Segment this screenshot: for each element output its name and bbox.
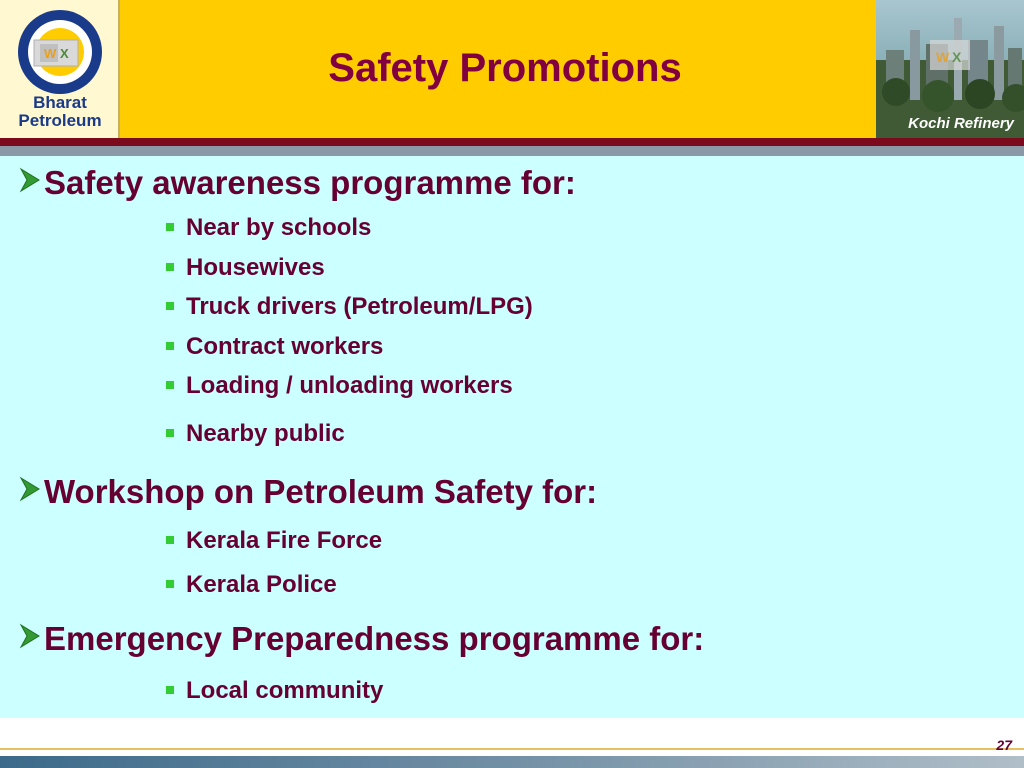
main-bullet-safety-awareness (18, 164, 576, 202)
main-bullet-workshop (18, 473, 597, 511)
square-bullet-icon (166, 580, 174, 588)
list-item (166, 372, 513, 400)
svg-text:W: W (44, 46, 57, 61)
logo-emblem-icon (0, 0, 120, 100)
list-item (166, 677, 383, 705)
square-bullet-icon (166, 223, 174, 231)
page-number: 27 (996, 737, 1012, 753)
main-bullet-text: Workshop on Petroleum Safety for: (44, 473, 598, 510)
svg-text:X: X (60, 46, 69, 61)
svg-text:X: X (952, 49, 962, 65)
logo-line-1: Bharat (33, 93, 87, 112)
square-bullet-icon (166, 536, 174, 544)
list-item-text: Contract workers (186, 333, 384, 360)
list-item (166, 214, 371, 242)
list-item (166, 571, 337, 599)
header-divider-gray (0, 146, 1024, 156)
list-item (166, 527, 382, 555)
main-bullet-text: Emergency Preparedness programme for: (44, 620, 705, 657)
slide-header (0, 0, 1024, 138)
list-item (166, 333, 383, 361)
arrow-bullet-icon (18, 163, 44, 201)
photo-caption: Kochi Refinery (908, 115, 1014, 132)
list-item-text: Kerala Fire Force (186, 527, 383, 554)
logo-line-2: Petroleum (18, 111, 102, 130)
arrow-bullet-icon (18, 619, 44, 657)
list-item (166, 420, 345, 448)
header-divider-dark (0, 138, 1024, 146)
bharat-petroleum-logo (0, 0, 120, 138)
list-item-text: Local community (186, 677, 384, 704)
list-item-text: Housewives (186, 254, 325, 281)
logo-text (0, 94, 120, 130)
list-item-text: Loading / unloading workers (186, 372, 513, 399)
square-bullet-icon (166, 429, 174, 437)
square-bullet-icon (166, 381, 174, 389)
list-item-text: Near by schools (186, 214, 372, 241)
square-bullet-icon (166, 263, 174, 271)
square-bullet-icon (166, 302, 174, 310)
square-bullet-icon (166, 686, 174, 694)
square-bullet-icon (166, 342, 174, 350)
svg-text:W: W (936, 49, 950, 65)
main-bullet-text: Safety awareness programme for: (44, 164, 576, 201)
list-item (166, 293, 533, 321)
list-item-text: Truck drivers (Petroleum/LPG) (186, 293, 533, 320)
footer-bar (0, 756, 1024, 768)
list-item-text: Kerala Police (186, 571, 337, 598)
arrow-bullet-icon (18, 472, 44, 510)
list-item-text: Nearby public (186, 420, 345, 447)
main-bullet-emergency (18, 620, 704, 658)
slide-title: Safety Promotions (328, 46, 682, 90)
list-item (166, 254, 325, 282)
footer-line (0, 748, 1024, 750)
